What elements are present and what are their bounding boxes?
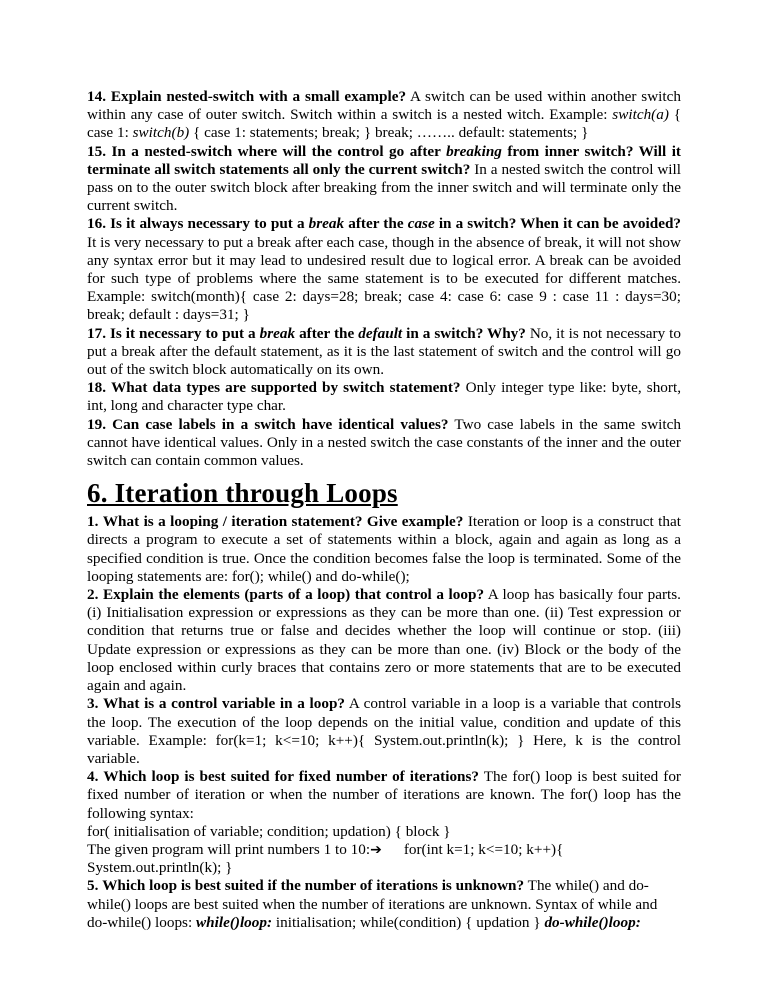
question-number-17: 17.	[87, 324, 107, 342]
qa-entry-loop-5	[87, 877, 681, 932]
qa-entry-18	[87, 379, 681, 415]
code-term-break-17: break	[259, 324, 296, 342]
answer-text-14-part3: { case 1: statements; break; } break; …….. default: statements; }	[189, 124, 589, 142]
qa-entry-loop-3	[87, 695, 681, 768]
code-term-switch-b: switch(b)	[132, 124, 190, 142]
question-number-18: 18.	[87, 379, 107, 397]
page-text-body	[87, 88, 681, 932]
question-text-15-part2: from inner switch? Will it terminate all switch statements all only the current switch?	[87, 142, 681, 178]
answer-text-14-part1: A switch can be used within another switch within any case of outer switch. Switch within a switch is a nested witch. Example:	[87, 88, 681, 124]
question-number-15: 15.	[87, 142, 107, 160]
arrow-right-icon: ➔	[370, 841, 382, 858]
answer-text-15: In a nested switch the control will pass on to the outer switch block after breaking from the inner switch and will terminate only the current switch.	[87, 160, 681, 215]
for-loop-example-line	[87, 841, 681, 859]
answer-text-18: Only integer type like: byte, short, int, long and character type char.	[87, 379, 682, 415]
question-text-15-part1: In a nested-switch where will the control go after	[111, 142, 447, 160]
question-text-16-part1: Is it always necessary to put a	[110, 215, 309, 233]
code-term-switch-a: switch(a)	[612, 106, 669, 124]
question-text-17-part2: after the	[295, 324, 359, 342]
answer-text-19: Two case labels in the same switch cannot have identical values. Only in a nested switch the case constants of the inner and the outer switch can contain common values.	[87, 415, 681, 470]
question-text-19: Can case labels in a switch have identical values?	[112, 415, 449, 433]
qa-entry-14	[87, 88, 681, 143]
code-term-case-16: case	[407, 215, 435, 233]
qa-entry-17	[87, 325, 681, 380]
code-term-do-while-loop: do-while()loop:	[544, 913, 641, 931]
for-loop-example-code-line-2: System.out.println(k); }	[87, 859, 233, 877]
question-number-l3: 3.	[87, 695, 99, 713]
code-term-while-loop: while()loop:	[196, 913, 273, 931]
section-heading-wrapper	[87, 470, 681, 513]
qa-entry-loop-2	[87, 586, 681, 695]
question-text-16-part3: in a switch? When it can be avoided?	[434, 215, 682, 233]
question-text-l2: Explain the elements (parts of a loop) that control a loop?	[103, 586, 485, 604]
question-text-17-part3: in a switch? Why?	[402, 324, 526, 342]
question-text-l5: Which loop is best suited if the number of iterations is unknown?	[102, 877, 525, 895]
question-text-18: What data types are supported by switch statement?	[111, 379, 461, 397]
question-number-16: 16.	[87, 215, 107, 233]
code-term-break-16: break	[308, 215, 345, 233]
qa-entry-15	[87, 143, 681, 216]
question-number-l1: 1.	[87, 513, 99, 531]
answer-text-l5-part2: initialisation; while(condition) { updation }	[272, 913, 545, 931]
question-number-l4: 4.	[87, 768, 99, 786]
question-text-16-part2: after the	[344, 215, 408, 233]
qa-entry-loop-4	[87, 768, 681, 823]
answer-text-l4: The for() loop is best suited for fixed number of iteration or when the number of iterations are known. The for() loop has the following syntax:	[87, 768, 681, 822]
question-number-14: 14.	[87, 88, 107, 105]
qa-entry-16	[87, 215, 681, 324]
example-intro-text: The given program will print numbers 1 to 10:	[87, 840, 371, 858]
question-text-14: Explain nested-switch with a small example?	[110, 88, 407, 105]
question-number-19: 19.	[87, 415, 107, 433]
answer-text-l2: A loop has basically four parts. (i) Initialisation expression or expressions as they can be more than one. (ii) Test expression or condition that returns true or false and decides whether the loop will continue or stop. (iii) Update expression or expressions as they can be more than one. (iv) Block or the body of the loop enclosed within curly braces that contains zero or more statements that are to be executed again and again.	[87, 586, 681, 695]
code-term-default-17: default	[358, 324, 403, 342]
qa-entry-19	[87, 416, 681, 471]
answer-text-17: No, it is not necessary to put a break after the default statement, as it is the last statement of switch and the control will go out of the switch block automatically on its own.	[87, 324, 681, 379]
qa-entry-loop-1	[87, 513, 681, 586]
question-text-l1: What is a looping / iteration statement? Give example?	[102, 513, 464, 531]
question-text-l4: Which loop is best suited for fixed number of iterations?	[103, 768, 480, 786]
section-heading-iteration-through-loops: 6. Iteration through Loops	[87, 478, 398, 509]
question-number-l5: 5.	[87, 877, 99, 895]
example-code-line-1: for(int k=1; k<=10; k++){	[403, 840, 564, 858]
question-text-17-part1: Is it necessary to put a	[109, 324, 260, 342]
for-loop-syntax-line: for( initialisation of variable; condition; updation) { block }	[87, 822, 451, 840]
answer-text-14-part2: { case 1:	[87, 106, 681, 142]
answer-text-16: It is very necessary to put a break after each case, though in the absence of break, it will not show any syntax error but it may lead to undesired result due to logical error. A break can be avoided for such type of problems where the same statement is to be executed for different matches. Example: switch(month){ case 2: days=28; break; case 4: case 6: case 9 : case 11 : days=30; break; default : days=31; }	[87, 233, 681, 324]
question-number-l2: 2.	[87, 586, 99, 604]
answer-text-l3: A control variable in a loop is a variable that controls the loop. The execution of the loop depends on the initial value, condition and update of this variable. Example: for(k=1; k<=10; k++){ System.out.println(k); } Here, k is the control variable.	[87, 695, 682, 767]
question-text-l3: What is a control variable in a loop?	[103, 695, 346, 713]
answer-text-l5-part1: The while() and do-while() loops are best suited when the number of iterations are unknown. Syntax of while and do-while() loops:	[87, 877, 658, 931]
code-term-breaking: breaking	[446, 142, 502, 160]
answer-text-l1: Iteration or loop is a construct that directs a program to execute a set of statements within a block, again and again as long as a specified condition is true. Once the condition becomes false the loop is terminated. Some of the looping statements are: for(); while() and do-while();	[87, 513, 681, 585]
